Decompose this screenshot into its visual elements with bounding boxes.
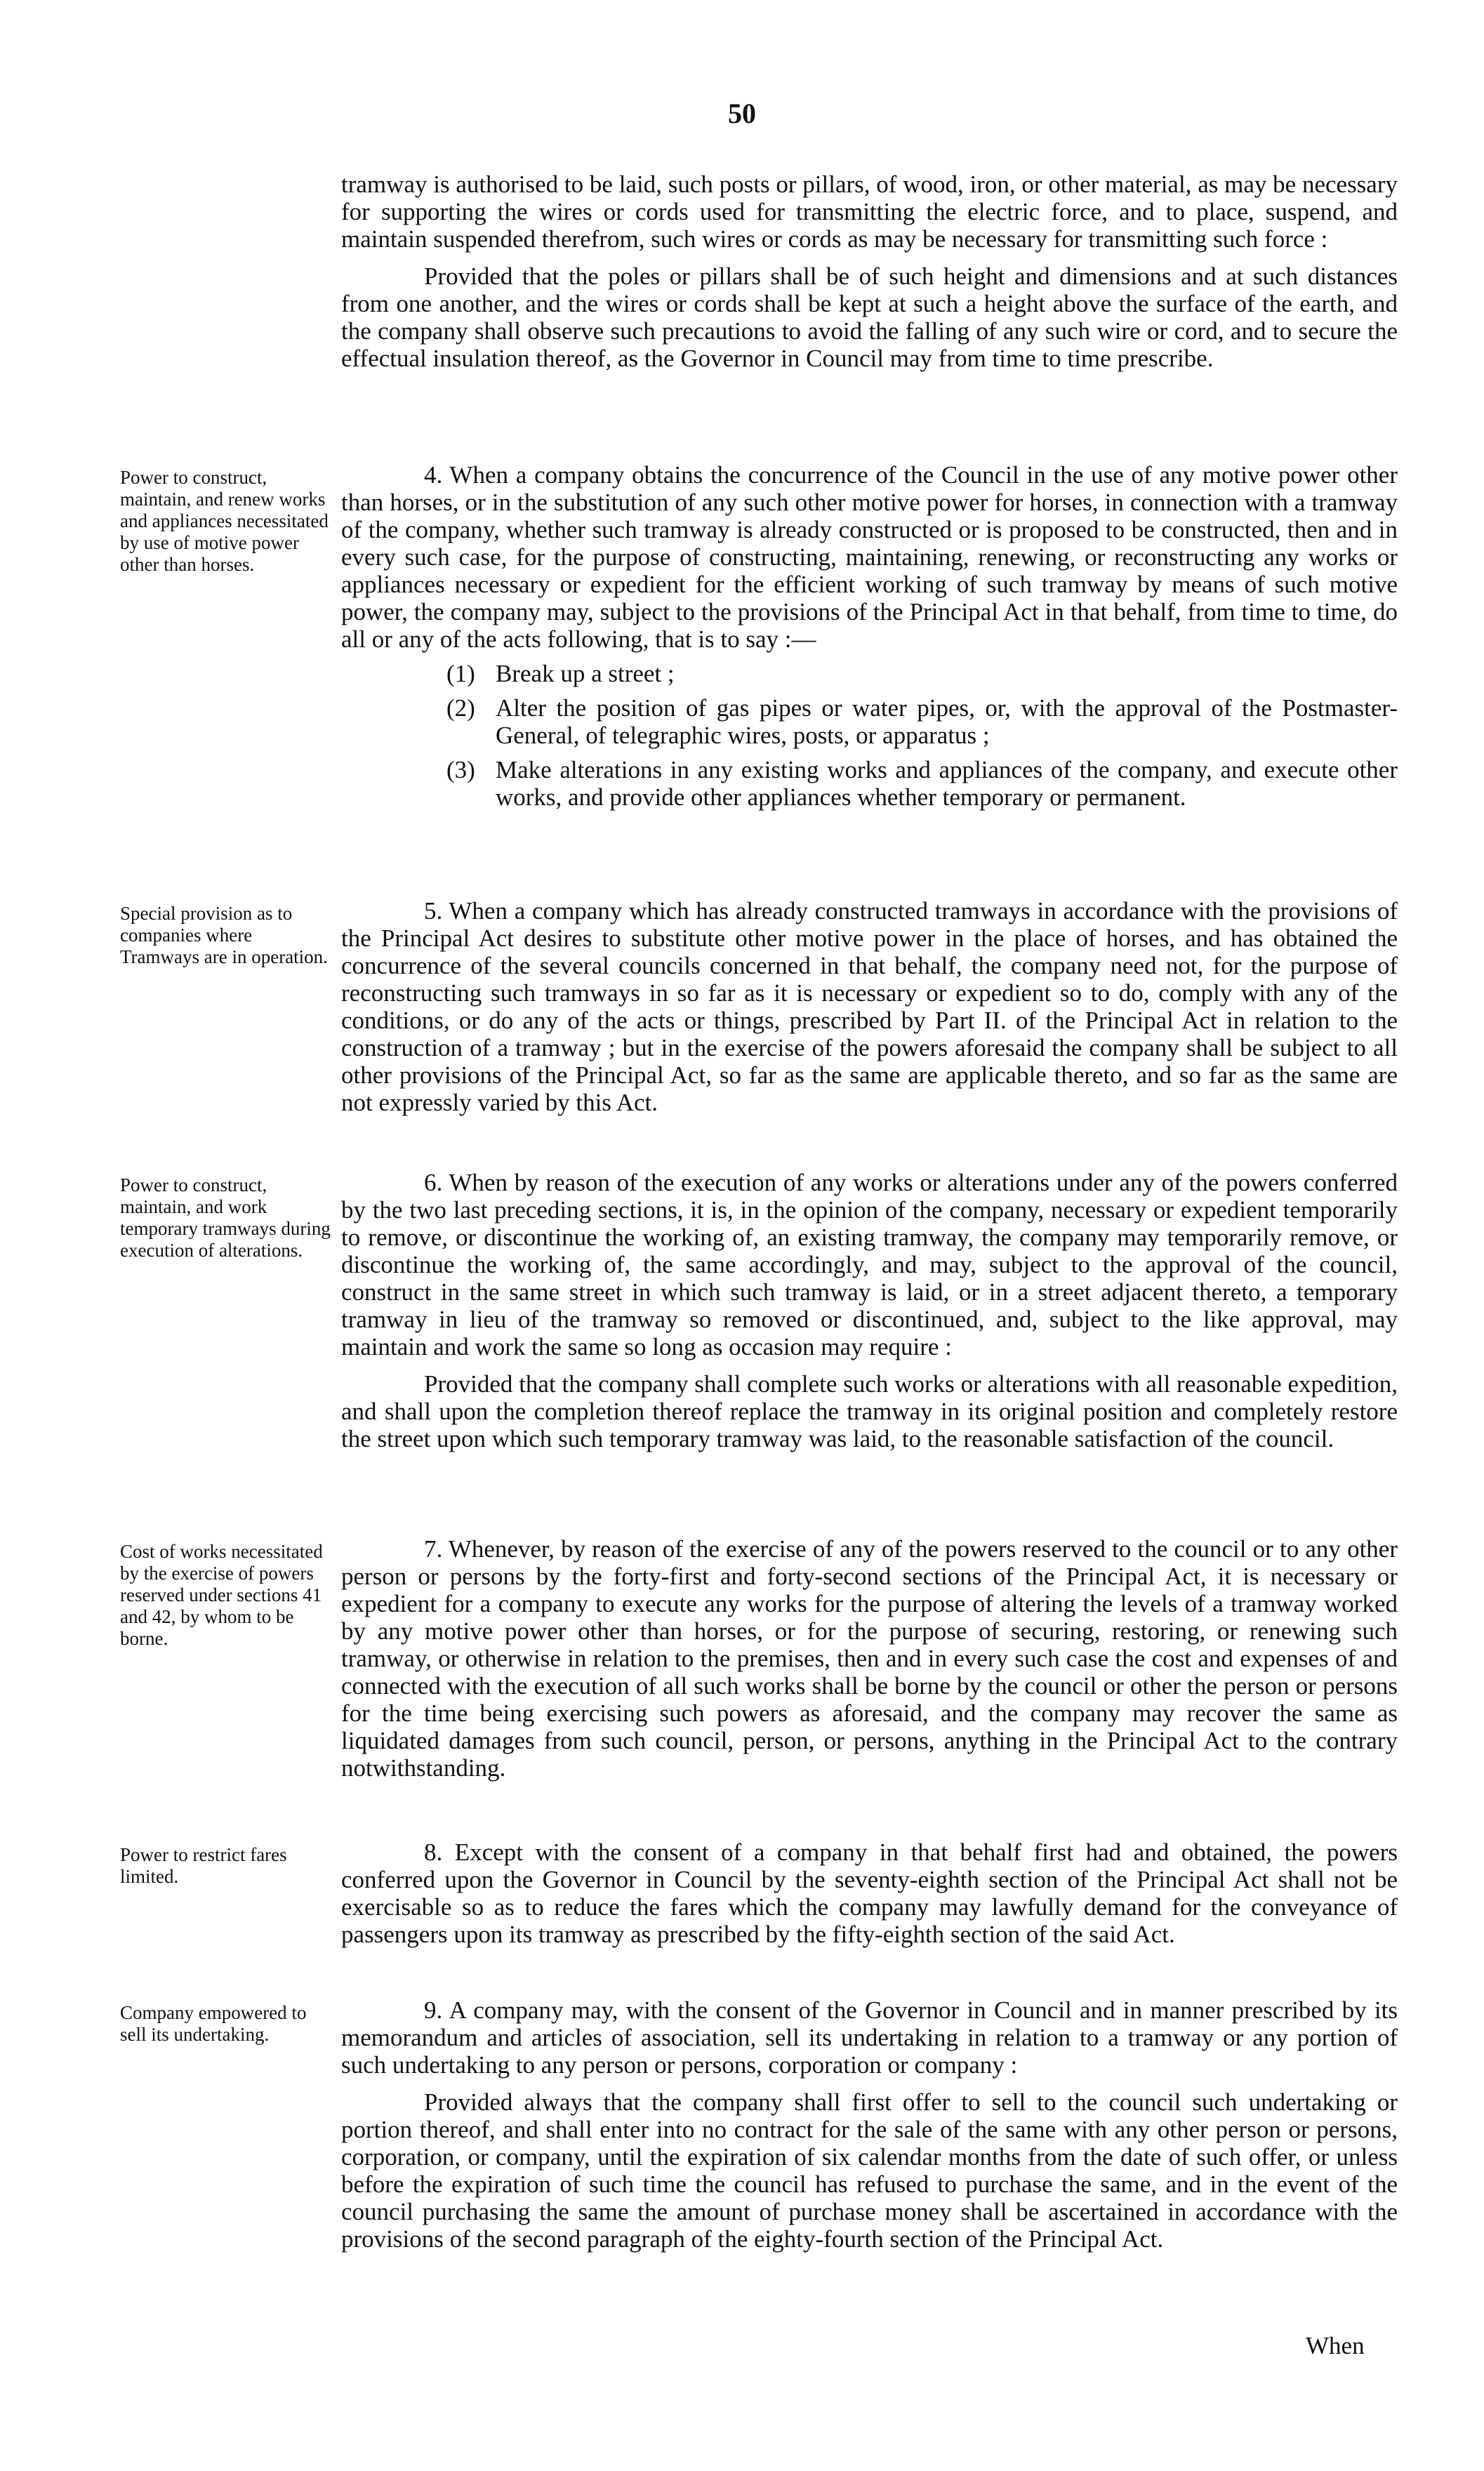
list-item	[446, 660, 1398, 687]
item-number: (2)	[446, 694, 475, 722]
item-text: Make alterations in any existing works and appliances of the company, and execute other works, and provide other appliances whether temporary or permanent.	[496, 756, 1398, 811]
paragraph: 5. When a company which has already constructed tramways in accordance with the provisions of the Principal Act desires to substitute other motive power in the place of horses, and has obtained the concurrence of the several councils concerned in that behalf, the company need not, for the purpose of reconstructing such tramways in so far as it is necessary or expedient so to do, comply with any of the conditions, or do any of the acts or things, prescribed by Part II. of the Principal Act in relation to the construction of a tramway ; but in the exercise of the powers aforesaid the company shall be subject to all other provisions of the Principal Act, so far as the same are applicable thereto, and so far as the same are not expressly varied by this Act.	[341, 897, 1398, 1116]
section-4	[120, 1535, 1398, 1782]
page-number: 50	[728, 98, 756, 129]
paragraph: 4. When a company obtains the concurrence of the Council in the use of any motive power other than horses, or in the substitution of any such other motive power for horses, in connection with a tramway of the company, whether such tramway is already constructed or is proposed to be constructed, then and in every such case, for the purpose of constructing, maintaining, renewing, or reconstructing any works or appliances necessary or expedient for the efficient working of such tramway by means of such motive power, the company may, subject to the provisions of the Principal Act in that behalf, from time to time, do all or any of the acts following, that is to say :—	[341, 461, 1398, 653]
section-body	[341, 1535, 1398, 1782]
section-2	[120, 897, 1398, 1116]
paragraph: tramway is authorised to be laid, such posts or pillars, of wood, iron, or other material, as may be necessary for supporting the wires or cords used for transmitting the electric force, and to place, suspend, and maintain suspended therefrom, such wires or cords as may be necessary for transmitting such force :	[341, 171, 1398, 253]
paragraph: Provided that the company shall complete such works or alterations with all reasonable expedition, and shall upon the completion thereof replace the tramway in its original position and completely restore the street upon which such temporary tramway was laid, to the reasonable satisfaction of the council.	[341, 1370, 1398, 1452]
paragraph: 6. When by reason of the execution of any works or alterations under any of the powers conferred by the two last preceding sections, it is, in the opinion of the company, necessary or expedient temporarily to remove, or discontinue the working of, an existing tramway, the company may temporarily remove, or discontinue the working of, the same accordingly, and may, subject to the approval of the council, construct in the same street in which such tramway is laid, or in a street adjacent thereto, a temporary tramway in lieu of the tramway so removed or discontinued, and, subject to the like approval, may maintain and work the same so long as occasion may require :	[341, 1169, 1398, 1360]
section-5	[120, 1839, 1398, 1948]
item-text: Alter the position of gas pipes or water pipes, or, with the approval of the Postmaster-General, of telegraphic wires, posts, or apparatus ;	[496, 694, 1398, 749]
margin-note: Company empowered to sell its undertaking.	[120, 2002, 307, 2045]
section-body	[341, 1169, 1398, 1452]
paragraph: Provided always that the company shall first offer to sell to the council such undertaking or portion thereof, and shall enter into no contract for the sale of the same with any other person or persons, corporation, or company, until the expiration of six calendar months from the date of such offer, or unless before the expiration of such time the council has refused to purchase the same, and in the event of the council purchasing the same the amount of purchase money shall be ascertained in accordance with the provisions of the second paragraph of the eighty-fourth section of the Principal Act.	[341, 2088, 1398, 2253]
section-body	[341, 171, 1398, 372]
paragraph: 9. A company may, with the consent of the Governor in Council and in manner prescribed by its memorandum and articles of association, sell its undertaking in relation to a tramway or any portion of such undertaking to any person or persons, corporation or company :	[341, 1996, 1398, 2079]
section-1	[120, 461, 1398, 811]
margin-note: Power to construct, maintain, and renew works and appliances necessitated by use of motive power other than horses.	[120, 467, 329, 575]
section-body	[341, 897, 1398, 1116]
list-item	[446, 756, 1398, 811]
catchword: When	[1306, 2332, 1365, 2359]
list-item	[446, 694, 1398, 749]
item-text: Break up a street ;	[496, 660, 675, 687]
section-0	[120, 171, 1398, 372]
item-number: (3)	[446, 756, 475, 783]
section-body	[341, 461, 1398, 811]
margin-note: Power to restrict fares limited.	[120, 1844, 287, 1887]
section-body	[341, 1839, 1398, 1948]
item-number: (1)	[446, 660, 475, 687]
paragraph: 8. Except with the consent of a company in that behalf first had and obtained, the powers conferred upon the Governor in Council by the seventy-eighth section of the Principal Act shall not be exercisable so as to reduce the fares which the company may lawfully demand for the conveyance of passengers upon its tramway as prescribed by the fifty-eighth section of the said Act.	[341, 1839, 1398, 1948]
section-3	[120, 1169, 1398, 1452]
margin-note: Cost of works necessitated by the exercise of powers reserved under sections 41 and 42, by whom to be borne.	[120, 1541, 323, 1649]
margin-note: Special provision as to companies where Tramways are in operation.	[120, 903, 328, 967]
section-6	[120, 1996, 1398, 2253]
section-body	[341, 1996, 1398, 2253]
paragraph: Provided that the poles or pillars shall be of such height and dimensions and at such distances from one another, and the wires or cords shall be kept at such a height above the surface of the earth, and the company shall observe such precautions to avoid the falling of any such wire or cord, and to secure the effectual insulation thereof, as the Governor in Council may from time to time prescribe.	[341, 263, 1398, 372]
margin-note: Power to construct, maintain, and work temporary tramways during execution of alterations.	[120, 1174, 331, 1261]
paragraph: 7. Whenever, by reason of the exercise of any of the powers reserved to the council or to any other person or persons by the forty-first and forty-second sections of the Principal Act, it is necessary or expedient for a company to execute any works for the purpose of altering the levels of a tramway worked by any motive power other than horses, or for the purpose of securing, restoring, or renewing such tramway, or otherwise in relation to the premises, then and in every such case the cost and expenses of and connected with the execution of all such works shall be borne by the council or other the person or persons for the time being exercising such powers as aforesaid, and the company may recover the same as liquidated damages from such council, person, or persons, anything in the Principal Act to the contrary notwithstanding.	[341, 1535, 1398, 1782]
